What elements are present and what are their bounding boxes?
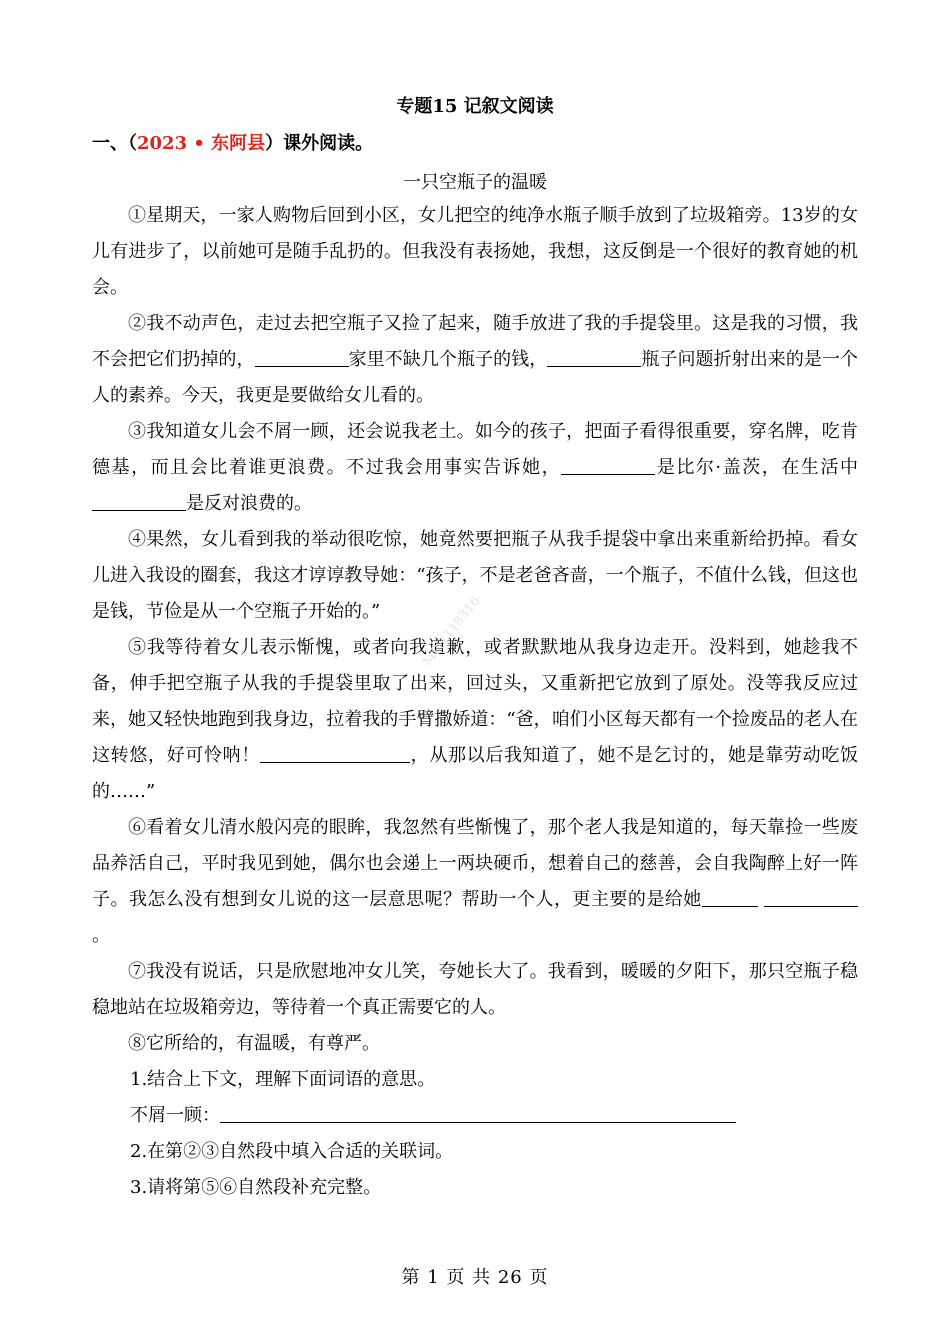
fill-blank-p2-1[interactable]: [255, 344, 349, 367]
question-1: 1.结合上下文，理解下面词语的意思。: [130, 1069, 436, 1090]
section-suffix: ）课外阅读。: [265, 133, 374, 154]
question-1-term: 不屑一顾：: [130, 1105, 220, 1126]
paragraph-5: [92, 630, 858, 810]
paragraph-6-text-a: ⑥看着女儿清水般闪亮的眼眸，我忽然有些惭愧了，那个老人我是知道的，每天靠捡一些废品养活自己，平时我见到她，偶尔也会递上一两块硬币，想着自己的慈善，会自我陶醉上好一阵子。我怎么没有想到女儿说的这一层意思呢？帮助一个人，更主要的是给她: [92, 817, 858, 910]
question-3: 3.请将第⑤⑥自然段补充完整。: [130, 1177, 382, 1198]
question-1-term-line: [92, 1098, 858, 1134]
paragraph-2: [92, 306, 858, 414]
fill-blank-p3-2[interactable]: [92, 488, 186, 511]
fill-blank-p6-1[interactable]: [702, 884, 758, 907]
paragraph-5-text-a: ⑤我等待着女儿表示惭愧，或者向我道歉，或者默默地从我身边走开。没料到，她趁我不备，伸手把空瓶子从我的手提袋里取了出来，回过头，又重新把它放到了原处。没等我反应过来，她又轻快地跑到我身边，拉着我的手臂撒娇道：“爸，咱们小区每天都有一个捡废品的老人在这转悠，好可怜呐！: [92, 637, 858, 766]
page-footer: 第 1 页 共 26 页: [401, 1267, 549, 1288]
section-prefix: 一、（: [92, 133, 137, 154]
paragraph-7: ⑦我没有说话，只是欣慰地冲女儿笑，夸她长大了。我看到，暖暖的夕阳下，那只空瓶子稳稳地站在垃圾箱旁边，等待着一个真正需要它的人。: [92, 961, 858, 1018]
watermark: MP:1118316: [420, 593, 484, 670]
paragraph-4: ④果然，女儿看到我的举动很吃惊，她竟然要把瓶子从我手提袋中拿出来重新给扔掉。看女儿进入我设的圈套，我这才谆谆教导她：“孩子，不是老爸吝啬，一个瓶子，不值什么钱，但这也是钱，节俭是从一个空瓶子开始的。”: [92, 529, 858, 622]
section-source: 2023 • 东阿县: [137, 133, 266, 154]
paragraph-8: ⑧它所给的，有温暖，有尊严。: [128, 1033, 380, 1054]
question-2: 2.在第②③自然段中填入合适的关联词。: [130, 1141, 454, 1162]
fill-blank-p3-1[interactable]: [561, 452, 655, 475]
paragraph-1: ①星期天，一家人购物后回到小区，女儿把空的纯净水瓶子顺手放到了垃圾箱旁。13岁的女儿有进步了，以前她可是随手乱扔的。但我没有表扬她，我想，这反倒是一个很好的教育她的机会。: [92, 205, 858, 298]
paragraph-5-text-b: ，从那以后我知道了，她不是乞讨的，她是靠劳动吃饭的……”: [92, 745, 858, 802]
fill-blank-p5[interactable]: [260, 740, 410, 763]
fill-blank-p6-2[interactable]: [764, 884, 858, 907]
paragraph-2-text-c: 瓶子问题折射出来的是一个人的素养。今天，我更是要做给女儿看的。: [92, 349, 859, 406]
paragraph-3-text-b: 是比尔·盖茨，在生活中: [655, 457, 858, 478]
page-title: 专题15 记叙文阅读: [396, 96, 554, 117]
fill-blank-p2-2[interactable]: [547, 344, 641, 367]
answer-line-q1[interactable]: [220, 1100, 736, 1123]
paragraph-2-text-b: 家里不缺几个瓶子的钱，: [348, 349, 548, 370]
paragraph-6: [92, 810, 858, 954]
paragraph-3-text-a: ③我知道女儿会不屑一顾，还会说我老土。如今的孩子，把面子看得很重要，穿名牌，吃肯德基，而且会比着谁更浪费。不过我会用事实告诉她，: [92, 421, 858, 478]
article-body: [92, 198, 858, 1206]
story-title: 一只空瓶子的温暖: [403, 172, 547, 193]
paragraph-6-text-b: 。: [92, 925, 110, 946]
paragraph-2-text-a: ②我不动声色，走过去把空瓶子又捡了起来，随手放进了我的手提袋里。这是我的习惯，我不会把它们扔掉的，: [92, 313, 858, 370]
paragraph-3: [92, 414, 858, 522]
section-heading: [92, 129, 373, 155]
paragraph-3-text-c: 是反对浪费的。: [186, 493, 312, 514]
